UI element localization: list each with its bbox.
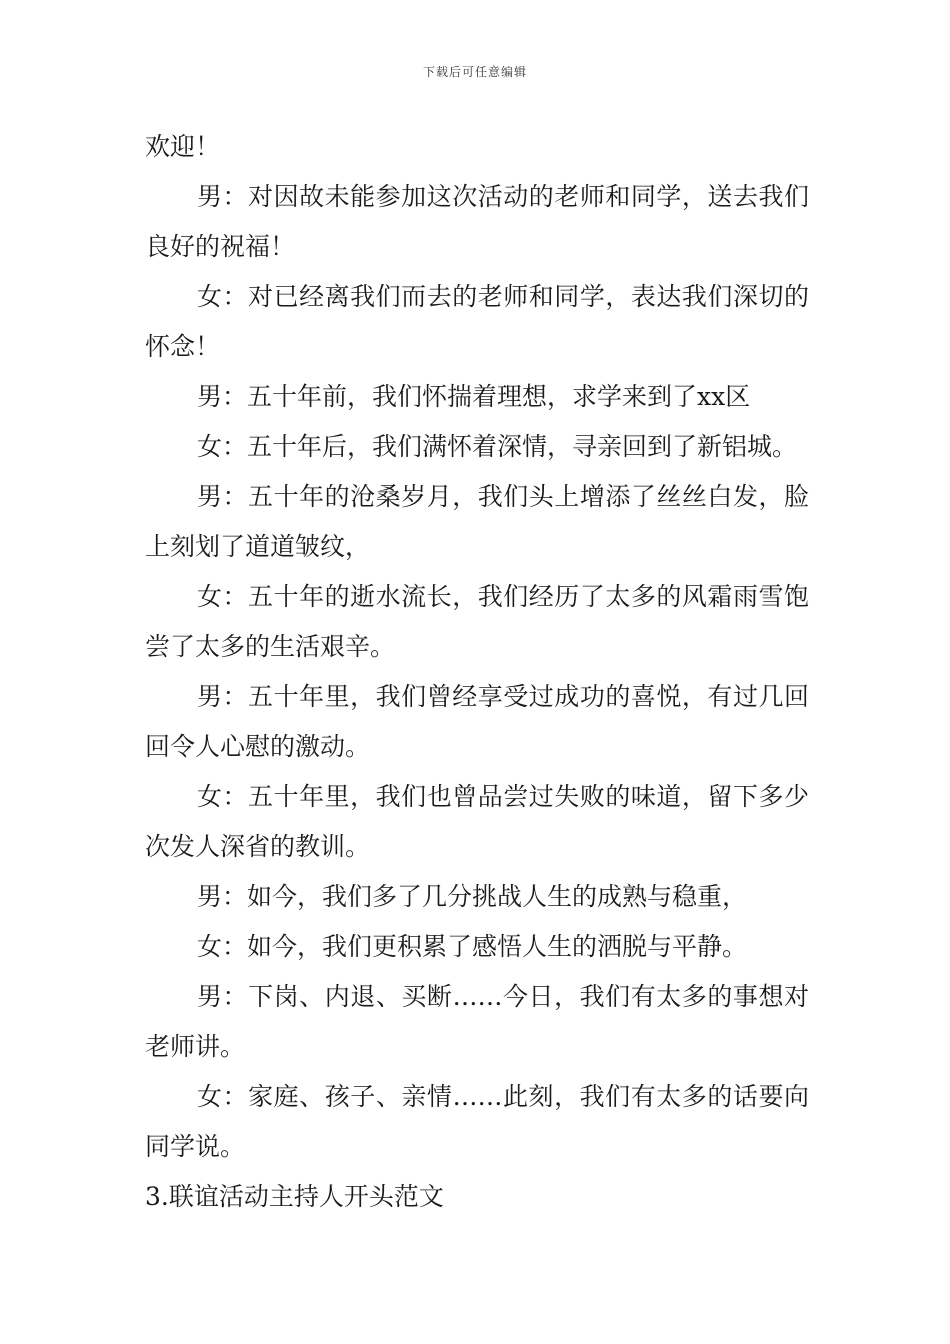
paragraph: 男：五十年里，我们曾经享受过成功的喜悦，有过几回回令人心慰的激动。	[145, 682, 809, 761]
paragraph: 女：五十年后，我们满怀着深情，寻亲回到了新铝城。	[197, 432, 798, 461]
paragraph: 女：五十年的逝水流长，我们经历了太多的风霜雨雪饱尝了太多的生活艰辛。	[145, 582, 809, 661]
paragraph: 男：如今，我们多了几分挑战人生的成熟与稳重，	[197, 882, 748, 911]
page-header: 下载后可任意编辑	[422, 65, 527, 79]
paragraph: 女：五十年里，我们也曾品尝过失败的味道，留下多少次发人深省的教训。	[145, 782, 809, 861]
document-body	[145, 122, 809, 1222]
paragraph: 女：如今，我们更积累了感悟人生的洒脱与平静。	[197, 932, 748, 961]
paragraph: 男：对因故未能参加这次活动的老师和同学，送去我们良好的祝福！	[145, 182, 809, 261]
paragraph: 女：家庭、孩子、亲情……此刻，我们有太多的话要向同学说。	[145, 1082, 809, 1161]
paragraph: 女：对已经离我们而去的老师和同学，表达我们深切的怀念！	[145, 282, 809, 361]
paragraph: 欢迎！	[145, 132, 221, 161]
paragraph: 男：五十年的沧桑岁月，我们头上增添了丝丝白发，脸上刻划了道道皱纹，	[145, 482, 809, 561]
section-heading: 3.联谊活动主持人开头范文	[145, 1182, 444, 1211]
paragraph: 男：下岗、内退、买断……今日，我们有太多的事想对老师讲。	[145, 982, 809, 1061]
paragraph: 男：五十年前，我们怀揣着理想，求学来到了xx区	[197, 382, 751, 411]
